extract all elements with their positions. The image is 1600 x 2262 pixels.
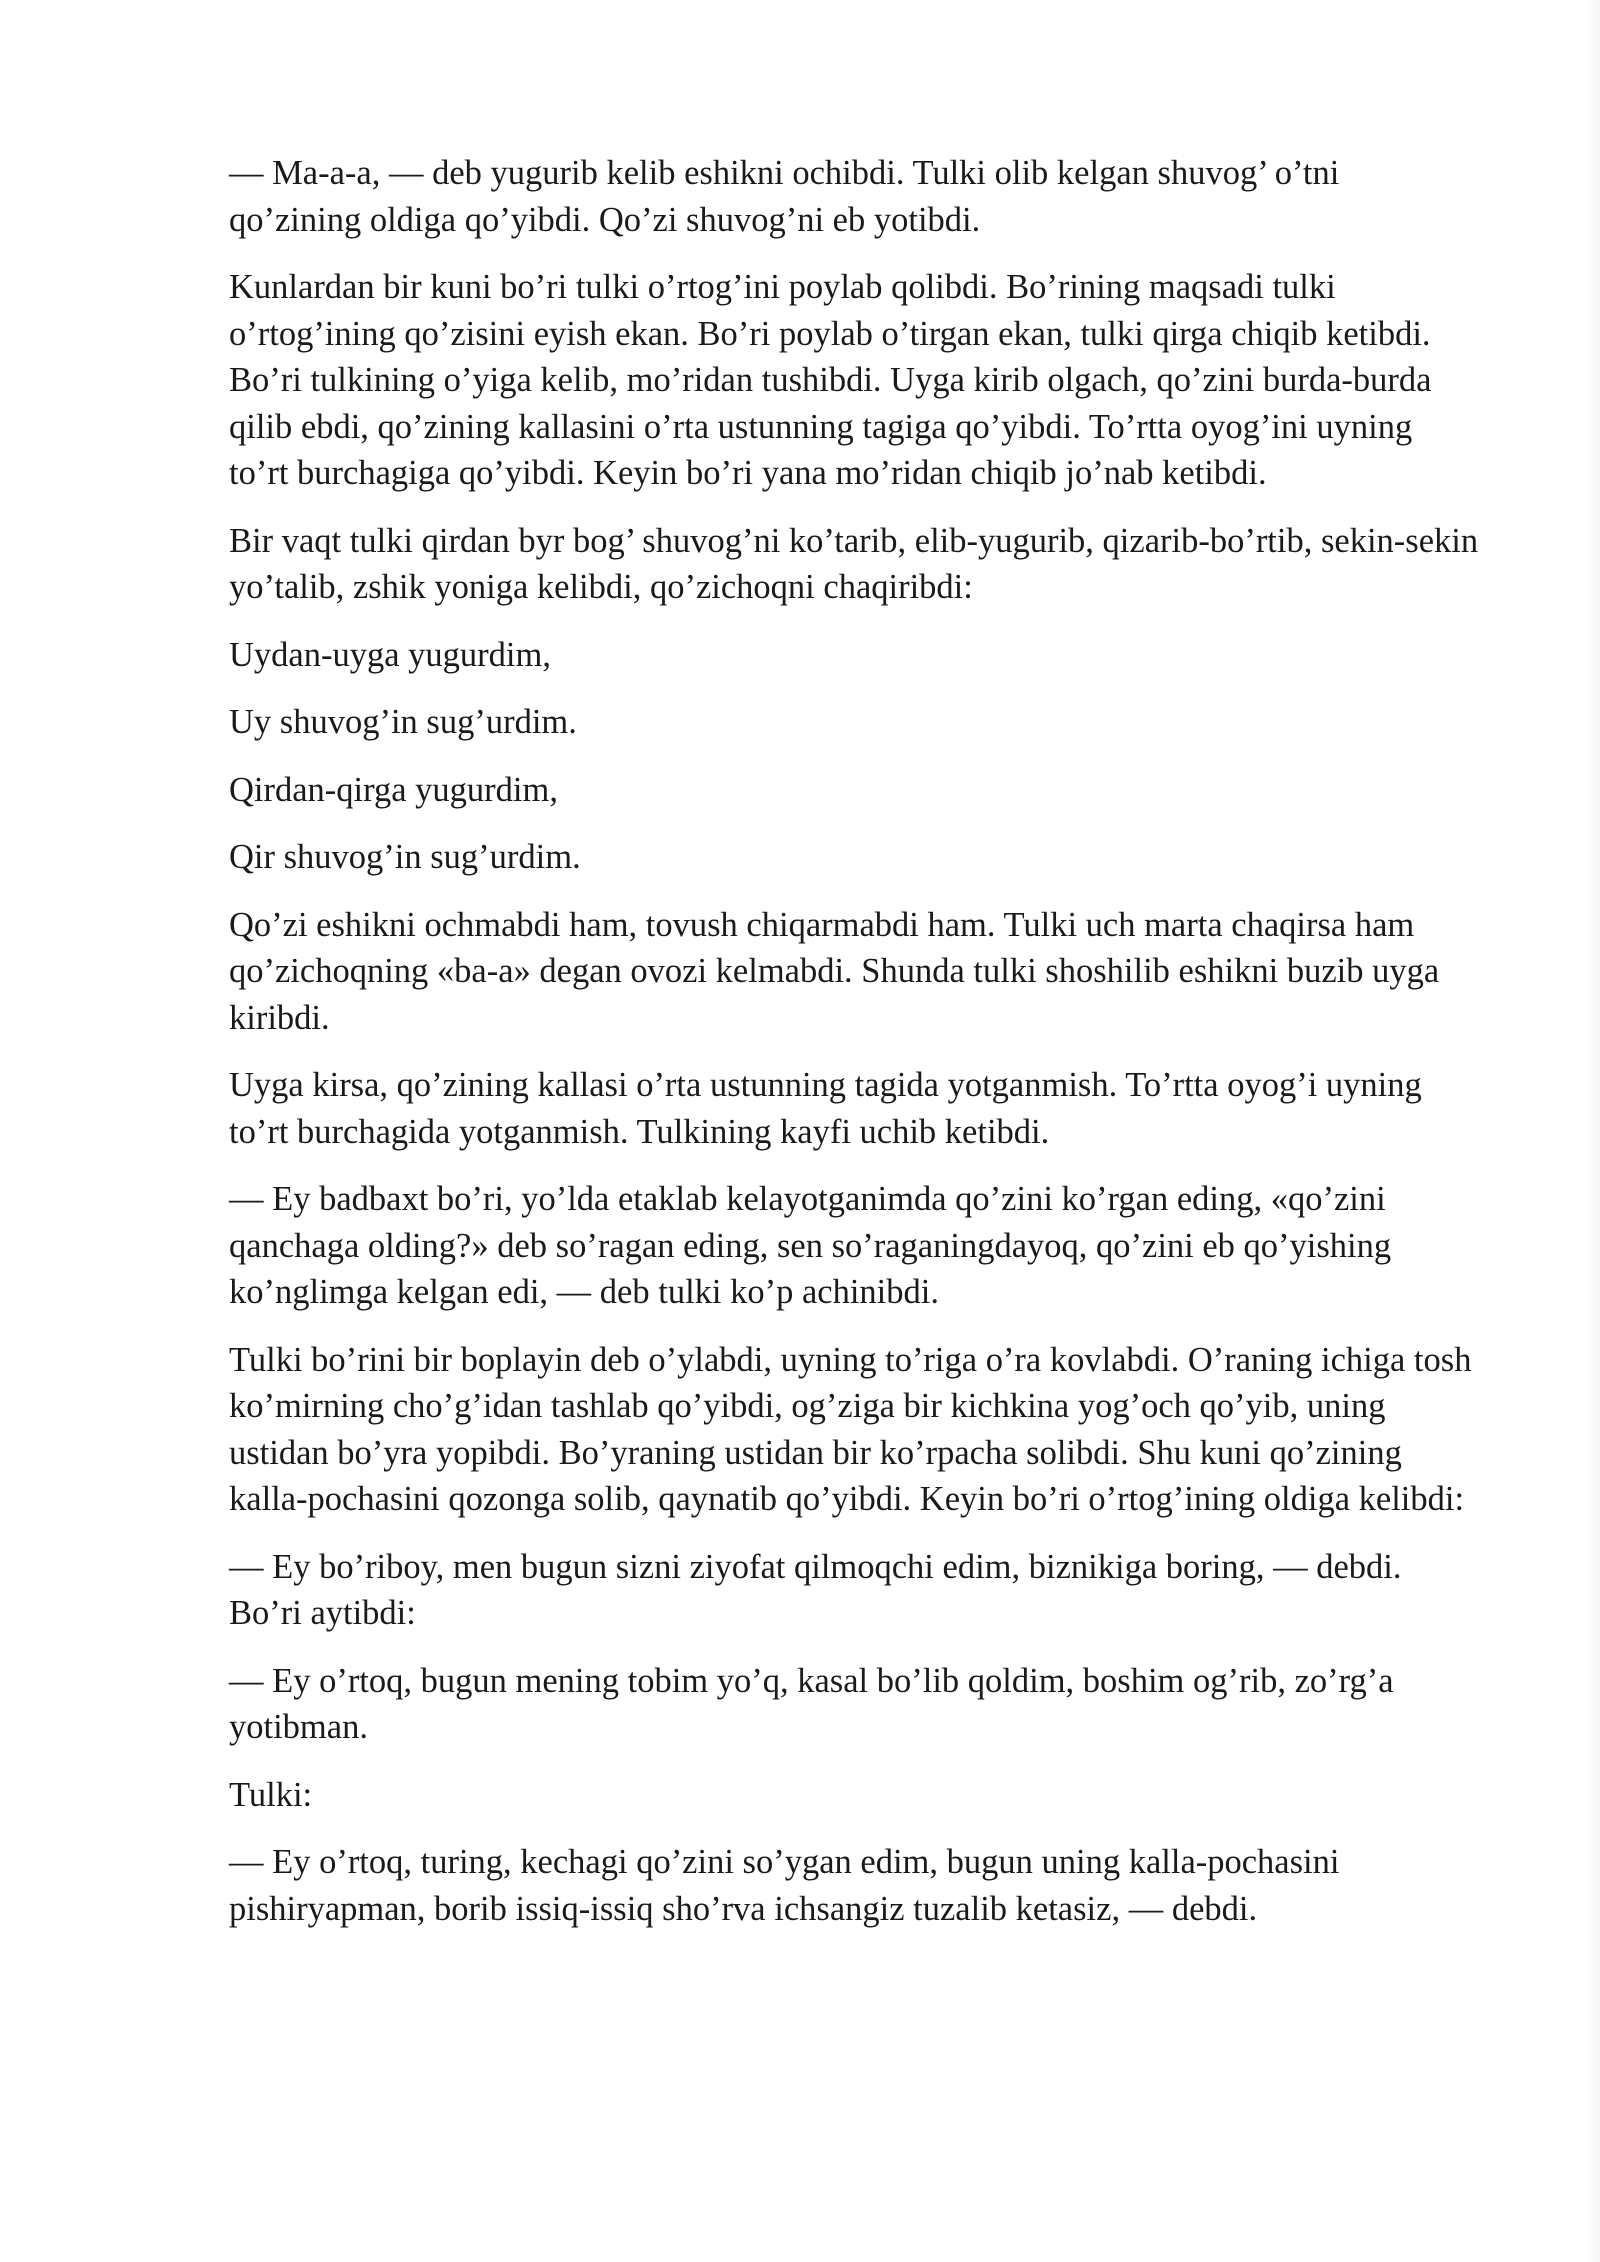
paragraph: — Ey o’rtoq, bugun mening tobim yo’q, kasal bo’lib qoldim, boshim og’rib, zo’rg’a yotibman.: [229, 1661, 1394, 1746]
paragraph: Bir vaqt tulki qirdan byr bog’ shuvog’ni ko’tarib, elib-yugurib, qizarib-bo’rtib, sekin-sekin yo’talib, zshik yoniga kelibdi, qo’zichoqni chaqiribdi:: [229, 521, 1479, 606]
verse-line: Qir shuvog’in sug’urdim.: [229, 838, 581, 876]
paragraph: — Ey bo’riboy, men bugun sizni ziyofat qilmoqchi edim, biznikiga boring, — debdi. Bo’ri aytibdi:: [229, 1547, 1402, 1632]
verse-line: Qirdan-qirga yugurdim,: [229, 770, 558, 809]
paragraph: Kunlardan bir kuni bo’ri tulki o’rtog’ini poylab qolibdi. Bo’rining maqsadi tulki o’rtog’ining qo’zisini eyish ekan. Bo’ri poylab o’tirgan ekan, tulki qirga chiqib ketibdi. Bo’ri tulkining o’yiga kelib, mo’ridan tushibdi. Uyga kirib olgach, qo’zini burda-burda qilib ebdi, qo’zining kallasini o’rta ustunning tagiga qo’yibdi. To’rtta oyog’ini uyning to’rt burchagiga qo’yibdi. Keyin bo’ri yana mo’ridan chiqib jo’nab ketibdi.: [229, 268, 1432, 492]
paragraph: — Ma-a-a, — deb yugurib kelib eshikni ochibdi. Tulki olib kelgan shuvog’ o’tni qo’zining oldiga qo’yibdi. Qo’zi shuvog’ni eb yotibdi.: [229, 154, 1340, 239]
paragraph: — Ey o’rtoq, turing, kechagi qo’zini so’ygan edim, bugun uning kalla-pochasini pishiryapman, borib issiq-issiq sho’rva ichsangiz tuzalib ketasiz, — debdi.: [229, 1843, 1340, 1928]
verse-line: Uydan-uyga yugurdim,: [229, 635, 551, 674]
paragraph: — Ey badbaxt bo’ri, yo’lda etaklab kelayotganimda qo’zini ko’rgan eding, «qo’zini qanchaga olding?» deb so’ragan eding, sen so’raganingdayoq, qo’zini eb qo’yishing ko’nglimga kelgan edi, — deb tulki ko’p achinibdi.: [229, 1180, 1392, 1311]
paragraph: Qo’zi eshikni ochmabdi ham, tovush chiqarmabdi ham. Tulki uch marta chaqirsa ham qo’zichoqning «ba-a» degan ovozi kelmabdi. Shunda tulki shoshilib eshikni buzib uyga kiribdi.: [229, 905, 1440, 1037]
paragraph: Uyga kirsa, qo’zining kallasi o’rta ustunning tagida yotganmish. To’rtta oyog’i uyning to’rt burchagida yotganmish. Tulkining kayfi uchib ketibdi.: [229, 1066, 1422, 1151]
speaker-line: Tulki:: [229, 1775, 313, 1814]
story-text: [229, 150, 1479, 1953]
paragraph: Tulki bo’rini bir boplayin deb o’ylabdi, uyning to’riga o’ra kovlabdi. O’raning ichiga tosh ko’mirning cho’g’idan tashlab qo’yibdi, og’ziga bir kichkina yog’och qo’yib, uning ustidan bo’yra yopibdi. Bo’yraning ustidan bir ko’rpacha solibdi. Shu kuni qo’zining kalla-pochasini qozonga solib, qaynatib qo’yibdi. Keyin bo’ri o’rtog’ining oldiga kelibdi:: [229, 1340, 1472, 1518]
verse-line: Uy shuvog’in sug’urdim.: [229, 703, 577, 741]
page-edge-shadow: [1586, 0, 1600, 2262]
